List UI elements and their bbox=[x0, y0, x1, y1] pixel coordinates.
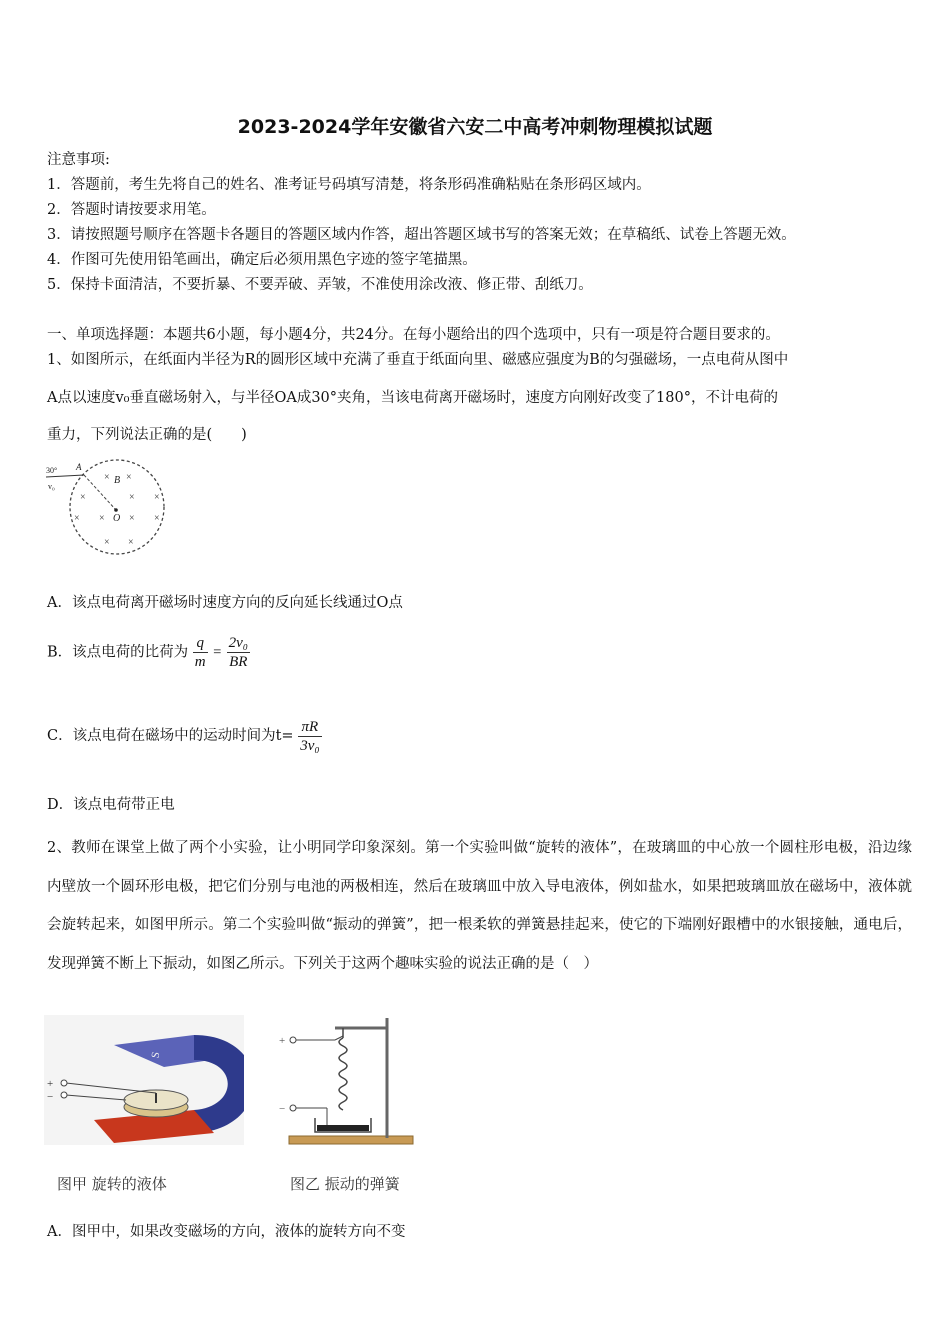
plus-terminal-label: + bbox=[279, 1035, 286, 1047]
q1-stem-line2: A点以速度v₀垂直磁场射入，与半径OA成30°夹角，当该电荷离开磁场时，速度方向刚好改变了180°，不计电荷的 bbox=[47, 390, 778, 406]
center-point bbox=[114, 508, 118, 512]
field-mark: × bbox=[126, 472, 132, 483]
q1-option-d: D．该点电荷带正电 bbox=[47, 797, 175, 813]
q1-stem-line3: 重力，下列说法正确的是( ) bbox=[47, 427, 247, 443]
q2-option-a: A．图甲中，如果改变磁场的方向，液体的旋转方向不变 bbox=[47, 1224, 406, 1240]
q2-stem: 2、教师在课堂上做了两个小实验，让小明同学印象深刻。第一个实验叫做“旋转的液体”，在玻璃皿的中心放一个圆柱形电极，沿边缘内壁放一个圆环形电极，把它们分别与电池的两极相连，然后在玻璃皿中放入导电液体，例如盐水，如果把玻璃皿放在磁场中，液体就会旋转起来，如图甲所示。第二个实验叫做“振动的弹簧”，把一根柔软的弹簧悬挂起来，使它的下端刚好跟槽中的水银接触，通电后，发现弹簧不断上下振动，如图乙所示。下列关于这两个趣味实验的说法正确的是（ ） bbox=[47, 840, 912, 972]
section-heading: 一、单项选择题：本题共6小题，每小题4分，共24分。在每小题给出的四个选项中，只有一项是符合题目要求的。 bbox=[47, 327, 780, 343]
field-mark: × bbox=[74, 513, 80, 524]
field-mark: × bbox=[154, 492, 160, 503]
q1-stem-line1: 1、如图所示，在纸面内半径为R的圆形区域中充满了垂直于纸面向里、磁感应强度为B的匀强磁场，一点电荷从图中 bbox=[47, 352, 789, 368]
notice-item: 1．答题前，考生先将自己的姓名、准考证号码填写清楚，将条形码准确粘贴在条形码区域内。 bbox=[47, 177, 651, 193]
field-mark: × bbox=[128, 537, 134, 548]
q1-option-c bbox=[47, 717, 322, 755]
notice-item: 4．作图可先使用铅笔画出，确定后必须用黑色字迹的签字笔描黑。 bbox=[47, 252, 477, 268]
point-O-label: O bbox=[113, 513, 121, 524]
notice-item: 3．请按照题号顺序在答题卡各题目的答题区域内作答，超出答题区域书写的答案无效；在草稿纸、试卷上答题无效。 bbox=[47, 227, 796, 243]
radius-OA-line bbox=[84, 475, 116, 510]
2v0-over-BR-fraction: $\frac{\text{2v₀}}{BR}$ bbox=[228, 635, 248, 670]
minus-terminal-label: − bbox=[47, 1091, 54, 1103]
point-A-label: A bbox=[76, 462, 82, 472]
field-mark: × bbox=[154, 513, 160, 524]
q1-option-c-text: C．该点电荷在磁场中的运动时间为t= bbox=[47, 728, 294, 744]
q1-option-b bbox=[47, 634, 250, 671]
notice-item: 2．答题时请按要求用笔。 bbox=[47, 202, 216, 218]
page-title: 2023-2024学年安徽省六安二中高考冲刺物理模拟试题 bbox=[237, 116, 713, 138]
notice-heading: 注意事项: bbox=[47, 152, 110, 168]
rotating-liquid-figure bbox=[44, 1015, 244, 1145]
spring bbox=[339, 1038, 347, 1110]
angle-label: 30° bbox=[46, 466, 58, 475]
minus-terminal-label: − bbox=[279, 1103, 286, 1115]
q1-option-b-text: B．该点电荷的比荷为 bbox=[47, 644, 189, 661]
field-mark: × bbox=[80, 492, 86, 503]
figure-b-caption: 图乙 振动的弹簧 bbox=[290, 1175, 400, 1193]
plus-terminal-label: + bbox=[47, 1078, 54, 1090]
velocity-arrow bbox=[46, 475, 84, 477]
q1-magnetic-field-figure bbox=[44, 455, 174, 560]
equals-sign: = bbox=[212, 644, 223, 661]
pole-label-S: S bbox=[149, 1051, 163, 1060]
field-mark: × bbox=[104, 472, 110, 483]
stand-base bbox=[289, 1136, 413, 1144]
field-mark: × bbox=[129, 513, 135, 524]
field-mark: × bbox=[104, 537, 110, 548]
notice-item: 5．保持卡面清洁，不要折暴、不要弄破、弄皱，不准使用涂改液、修正带、刮纸刀。 bbox=[47, 277, 593, 293]
v0-label: v₀ bbox=[48, 482, 55, 491]
field-B-label: B bbox=[114, 475, 121, 486]
mercury bbox=[317, 1125, 369, 1131]
piR-over-3v0-fraction: $\frac{\pi R}{\text{3v₀}}$ bbox=[300, 718, 320, 754]
q-over-m-fraction: $\frac{q}{m}$ bbox=[194, 635, 206, 670]
field-mark: × bbox=[129, 492, 135, 503]
field-mark: × bbox=[99, 513, 105, 524]
q1-option-a: A．该点电荷离开磁场时速度方向的反向延长线通过O点 bbox=[47, 595, 403, 611]
figure-a-caption: 图甲 旋转的液体 bbox=[57, 1175, 167, 1193]
vibrating-spring-figure bbox=[275, 1010, 425, 1150]
